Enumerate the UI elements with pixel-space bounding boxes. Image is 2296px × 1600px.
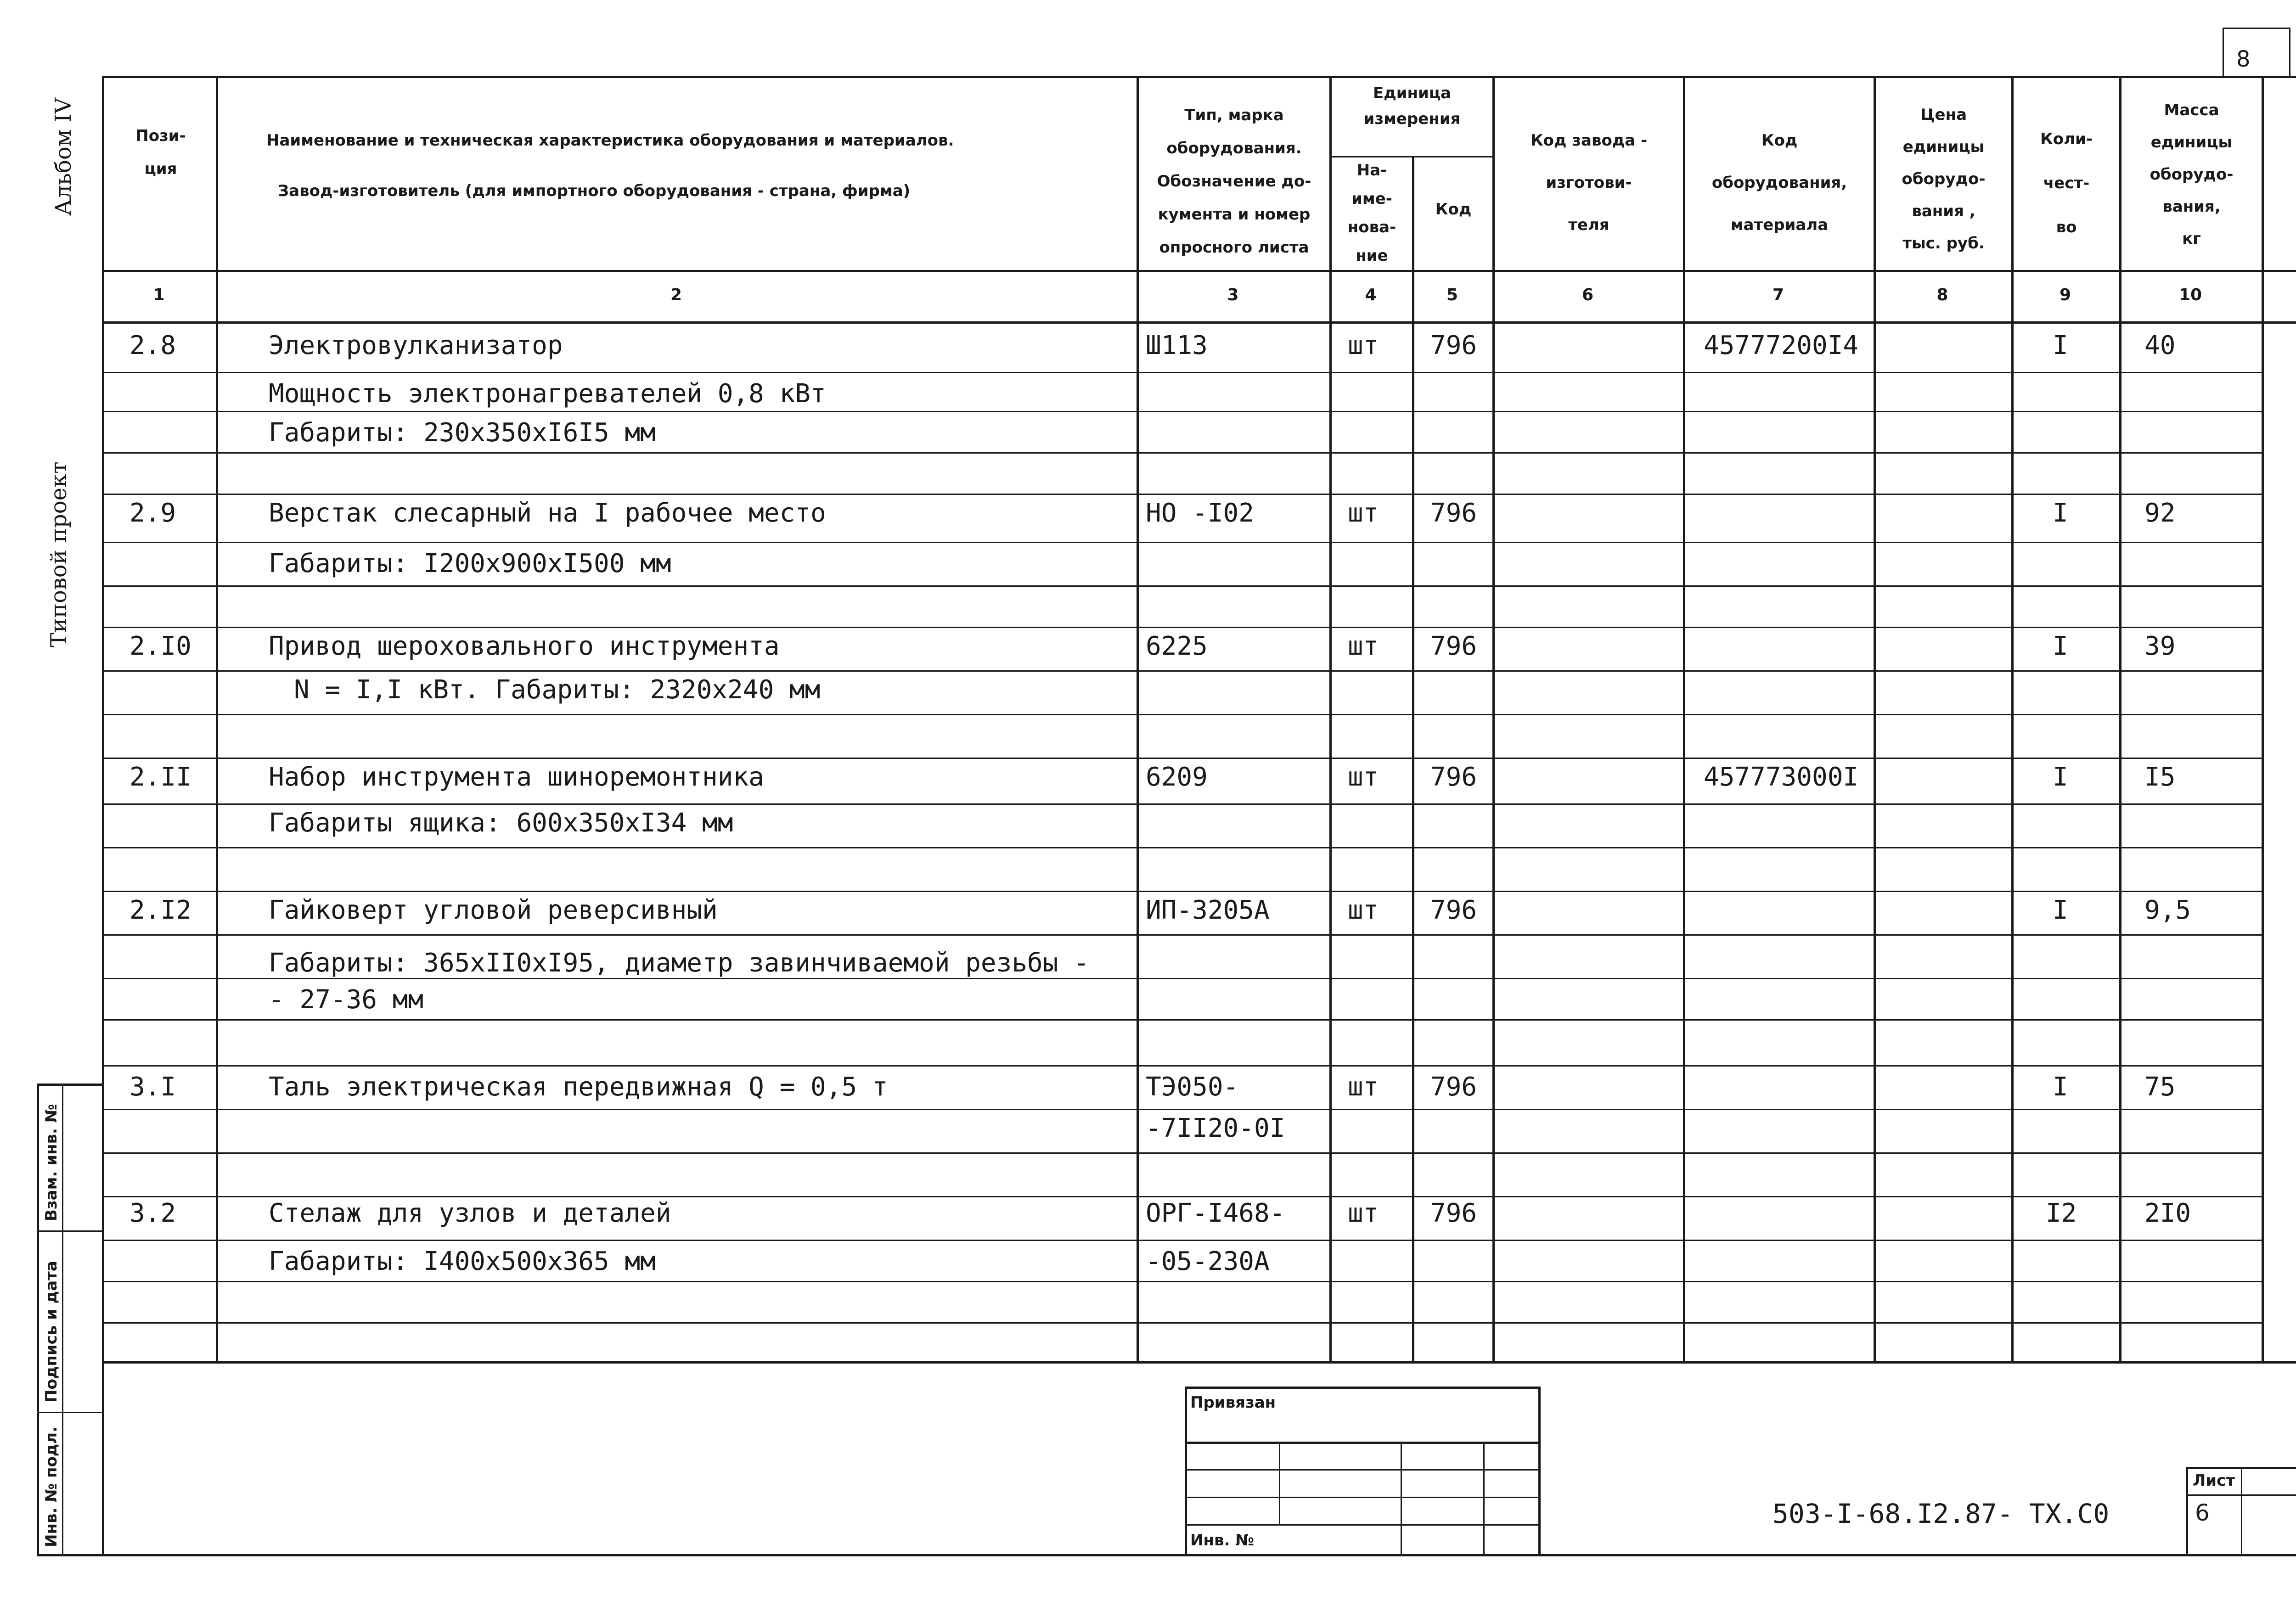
row-line: [102, 1019, 2262, 1021]
cell-type: ИП-3205А: [1146, 895, 1270, 925]
stamp-div-2: [37, 1412, 102, 1413]
row-line: [102, 847, 2262, 848]
cell-name: Таль электрическая передвижная Q = 0,5 т: [269, 1072, 888, 1102]
cell-name: Привод шероховального инструмента: [269, 631, 780, 661]
row-line: [102, 714, 2262, 715]
row-line: [102, 934, 2262, 936]
cell-unit: шт: [1348, 1072, 1379, 1102]
cell-qty: I: [2053, 762, 2068, 792]
col-line-4: [1412, 156, 1414, 1361]
privyazan-col2: [1401, 1442, 1402, 1554]
cell-pos: 2.I0: [129, 631, 191, 661]
header-quantity: Коли- чест- во: [2040, 130, 2093, 236]
cell-equip-code: 45777200I4: [1704, 331, 1859, 360]
privyazan-sub: [1185, 1442, 1538, 1444]
colnum-bottom: [102, 321, 2296, 324]
row-line: [102, 1240, 2262, 1241]
row-line: [102, 758, 2262, 759]
cell-code: 796: [1430, 631, 1477, 661]
cell-type: -05-230А: [1146, 1246, 1270, 1276]
privyazan-right: [1538, 1387, 1541, 1556]
colnum-5: 5: [1446, 286, 1458, 304]
row-line: [102, 1152, 2262, 1154]
page-box-left: [2223, 28, 2224, 78]
header-mass: Масса единицы оборудо- вания, кг: [2150, 101, 2234, 248]
colnum-3: 3: [1227, 286, 1239, 304]
row-line: [102, 1109, 2262, 1110]
header-equipment-code: Код оборудования, материала: [1711, 131, 1847, 234]
row-line: [102, 803, 2262, 805]
cell-code: 796: [1430, 498, 1477, 528]
cell-type: 6209: [1146, 762, 1208, 792]
row-line: [102, 1281, 2262, 1282]
cell-unit: шт: [1348, 1198, 1379, 1228]
cell-name: N = I,I кВт. Габариты: 2320x240 мм: [294, 675, 821, 705]
cell-name: Габариты ящика: 600x350xI34 мм: [269, 808, 733, 838]
col-line-2: [1137, 76, 1139, 1361]
frame-top-page: [2223, 28, 2290, 29]
cell-qty: I: [2053, 331, 2068, 360]
row-line: [102, 891, 2262, 892]
cell-qty: I: [2053, 895, 2068, 925]
cell-unit: шт: [1348, 762, 1379, 792]
privyazan-left: [1185, 1387, 1187, 1556]
cell-name: Габариты: I200x900xI500 мм: [269, 549, 671, 578]
row-line: [102, 627, 2262, 628]
cell-unit: шт: [1348, 498, 1379, 528]
header-name-line2: Завод-изготовитель (для импортного оборудования - страна, фирма): [278, 182, 911, 200]
sheet-label: Лист: [2193, 1471, 2235, 1490]
cell-name: Габариты: 365xII0xI95, диаметр завинчиваемой резьбы -: [269, 948, 1089, 978]
cell-type: 6225: [1146, 631, 1208, 661]
stamp-top: [37, 1084, 102, 1086]
cell-unit: шт: [1348, 895, 1379, 925]
privyazan-top: [1185, 1387, 1538, 1389]
cell-mass: 40: [2144, 331, 2176, 360]
project-label: Типовой проект: [46, 461, 72, 647]
privyazan-col1: [1279, 1442, 1280, 1524]
cell-name: Мощность электронагревателей 0,8 кВт: [269, 379, 826, 409]
cell-equip-code: 457773000I: [1704, 762, 1859, 792]
row-line: [102, 1196, 2262, 1197]
colnum-6: 6: [1581, 286, 1594, 304]
cell-type: Ш113: [1146, 331, 1208, 360]
footer-top: [102, 1361, 2296, 1364]
cell-pos: 2.8: [129, 331, 176, 360]
cell-code: 796: [1430, 762, 1477, 792]
col-line-5: [1492, 76, 1495, 1361]
stamp-left: [37, 1084, 39, 1556]
cell-qty: I: [2053, 498, 2068, 528]
row-line: [102, 411, 2262, 412]
sheet-box-left: [2186, 1467, 2188, 1556]
header-type: Тип, марка оборудования. Обозначение до- кумента и номер опросного листа: [1157, 106, 1311, 257]
colnum-8: 8: [1936, 286, 1948, 304]
col-line-7: [1874, 76, 1876, 1361]
col-line-1: [216, 76, 218, 1361]
cell-name: Верстак слесарный на I рабочее место: [269, 498, 826, 528]
cell-name: Габариты: 230x350xI6I5 мм: [269, 418, 656, 448]
cell-pos: 2.9: [129, 498, 176, 528]
row-line: [102, 978, 2262, 979]
header-position: Пози- ция: [135, 127, 186, 178]
stamp-inv: Инв. № подл.: [42, 1426, 61, 1547]
cell-pos: 2.I2: [129, 895, 191, 925]
cell-code: 796: [1430, 331, 1477, 360]
cell-mass: I5: [2144, 762, 2176, 792]
header-unit-code: Код: [1435, 200, 1472, 219]
stamp-vzam: Взам. инв. №: [42, 1104, 61, 1221]
row-line: [102, 1322, 2262, 1324]
col-line-6: [1683, 76, 1685, 1361]
sheet-number: 6: [2195, 1499, 2210, 1526]
row-line: [102, 494, 2262, 495]
cell-mass: 75: [2144, 1072, 2176, 1102]
header-factory-code: Код завода - изготови- теля: [1530, 131, 1648, 234]
cell-name: Гайковерт угловой реверсивный: [269, 895, 718, 925]
privyazan-col3: [1483, 1442, 1485, 1554]
stamp-div-1: [37, 1230, 102, 1232]
cell-type: ОРГ-I468-: [1146, 1198, 1285, 1228]
cell-name: - 27-36 мм: [269, 985, 424, 1015]
row-line: [102, 542, 2262, 543]
header-unit: Единица измерения: [1363, 84, 1461, 128]
stamp-bottom: [37, 1554, 2296, 1556]
cell-qty: I: [2053, 631, 2068, 661]
cell-name: Электровулканизатор: [269, 331, 563, 360]
cell-qty: I2: [2046, 1198, 2077, 1228]
privyazan-label: Привязан: [1190, 1393, 1276, 1412]
cell-type: ТЭ050-: [1146, 1072, 1239, 1102]
row-line: [102, 585, 2262, 587]
colnum-9: 9: [2059, 286, 2071, 304]
stamp-podpis: Подпись и дата: [42, 1261, 61, 1403]
col-line-9: [2119, 76, 2122, 1361]
cell-mass: 9,5: [2144, 895, 2191, 925]
row-line: [102, 1065, 2262, 1067]
header-unit-name: На- име- нова- ние: [1347, 161, 1396, 265]
cell-name: Набор инструмента шиноремонтника: [269, 762, 764, 792]
colnum-4: 4: [1365, 286, 1377, 304]
row-line: [102, 372, 2262, 373]
colnum-2: 2: [670, 286, 682, 304]
colnum-10: 10: [2178, 286, 2202, 304]
row-line: [102, 670, 2262, 672]
cell-type: -7II20-0I: [1146, 1113, 1285, 1143]
cell-code: 796: [1430, 895, 1477, 925]
header-name-line1: Наименование и техническая характеристика оборудования и материалов.: [266, 131, 954, 150]
frame-top: [102, 76, 2296, 78]
inv-no-label: Инв. №: [1190, 1531, 1255, 1549]
cell-pos: 3.2: [129, 1198, 176, 1228]
album-label: Альбом IV: [51, 98, 76, 216]
header-bottom: [102, 270, 2296, 272]
cell-code: 796: [1430, 1198, 1477, 1228]
header-price: Цена единицы оборудо- вания , тыс. руб.: [1902, 106, 1986, 253]
colnum-7: 7: [1772, 286, 1784, 304]
cell-pos: 3.I: [129, 1072, 176, 1102]
cell-mass: 92: [2144, 498, 2176, 528]
col-line-8: [2011, 76, 2014, 1361]
cell-type: НО -I02: [1146, 498, 1255, 528]
document-code: 503-I-68.I2.87- ТХ.С0: [1773, 1498, 2110, 1529]
cell-qty: I: [2053, 1072, 2068, 1102]
privyazan-row1: [1185, 1469, 1538, 1471]
colnum-1: 1: [153, 286, 165, 304]
cell-code: 796: [1430, 1072, 1477, 1102]
privyazan-row3: [1185, 1524, 1538, 1526]
cell-unit: шт: [1348, 631, 1379, 661]
col-line-10: [2262, 76, 2264, 1361]
privyazan-row2: [1185, 1497, 1538, 1498]
cell-unit: шт: [1348, 331, 1379, 360]
cell-mass: 2I0: [2144, 1198, 2191, 1228]
row-line: [102, 452, 2262, 454]
cell-pos: 2.II: [129, 762, 191, 792]
stamp-right: [102, 1084, 104, 1556]
page-number: 8: [2236, 46, 2251, 72]
cell-mass: 39: [2144, 631, 2176, 661]
frame-right-outer: [2289, 28, 2290, 78]
cell-name: Стелаж для узлов и деталей: [269, 1198, 671, 1228]
cell-name: Габариты: I400x500x365 мм: [269, 1246, 656, 1276]
stamp-inner: [62, 1084, 63, 1556]
sheet-box-right: [2241, 1467, 2242, 1556]
